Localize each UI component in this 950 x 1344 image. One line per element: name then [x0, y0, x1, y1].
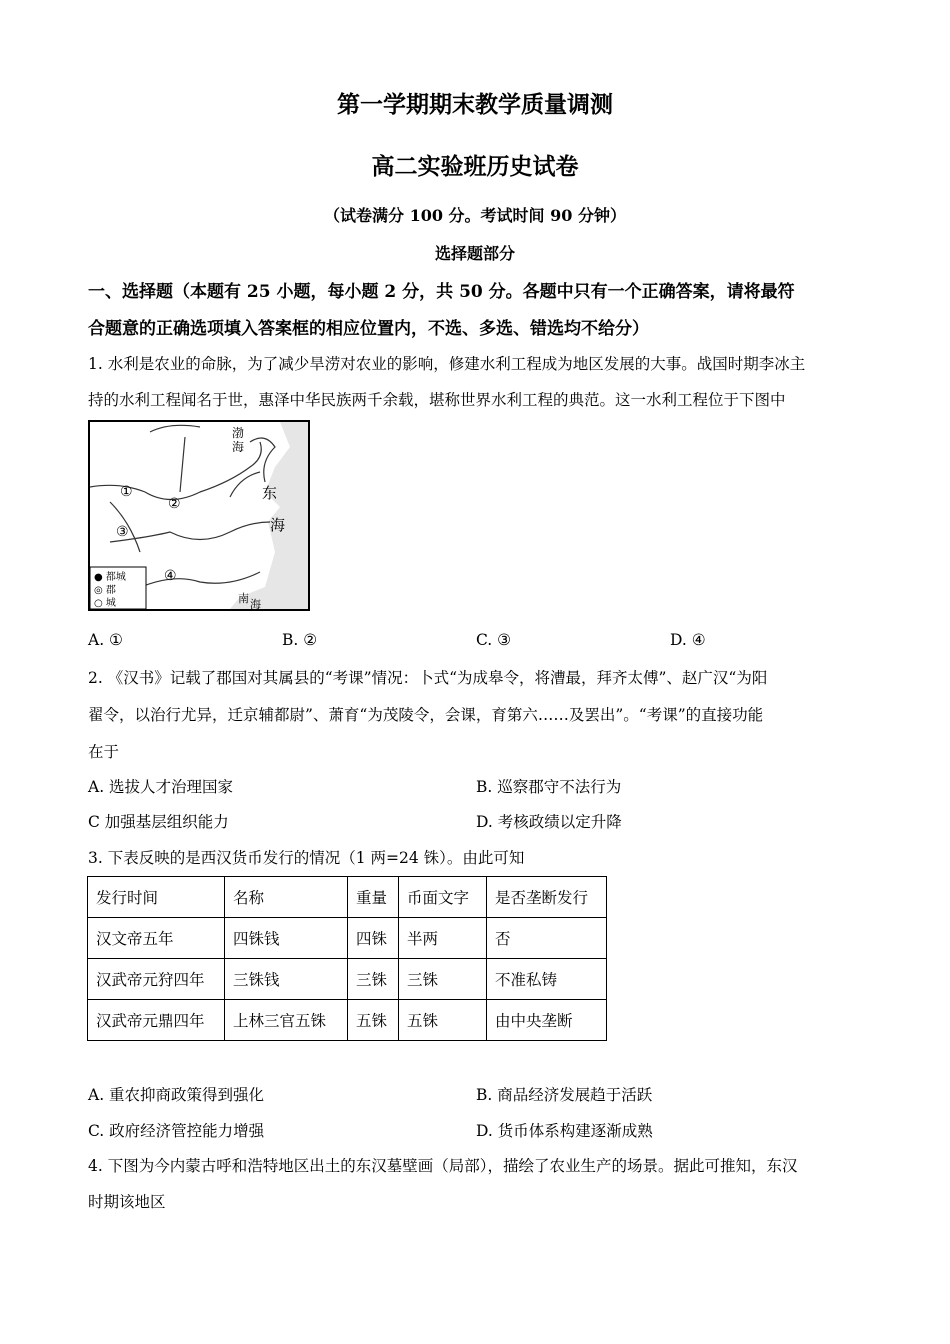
q2-option-d[interactable]: D. 考核政绩以定升降 [476, 813, 622, 831]
table-row [88, 959, 607, 1000]
q2-option-c[interactable]: C 加强基层组织能力 [88, 813, 229, 831]
table-cell: 半两 [399, 918, 487, 959]
table-cell: 上林三官五铢 [225, 1000, 348, 1041]
section-instructions-2: 合题意的正确选项填入答案框的相应位置内，不选、多选、错选均不给分） [88, 319, 649, 339]
table-cell: 汉武帝元鼎四年 [88, 1000, 225, 1041]
legend-label: 都城 [105, 572, 126, 583]
currency-table [87, 876, 607, 1041]
table-cell: 否 [487, 918, 607, 959]
table-header: 发行时间 [88, 877, 225, 918]
q3-option-d[interactable]: D. 货币体系构建逐渐成熟 [476, 1122, 653, 1140]
table-cell: 三铢钱 [225, 959, 348, 1000]
legend-label: 郡 [105, 585, 116, 596]
q3-option-b[interactable]: B. 商品经济发展趋于活跃 [476, 1086, 653, 1104]
table-cell: 四铢 [348, 918, 399, 959]
table-header-row [88, 877, 607, 918]
section-instructions-1: 一、选择题（本题有 25 小题，每小题 2 分，共 50 分。各题中只有一个正确答案，请将最符 [88, 282, 795, 302]
legend-capital: ● 都城 [94, 572, 126, 583]
q1-option-d[interactable]: D. ④ [670, 631, 706, 649]
q2-text-2: 翟令，以治行尤异，迁京辅都尉”、萧育“为茂陵令，会课，育第六……及罢出”。“考课”的直接功能 [88, 706, 764, 724]
sea-label: 海 [270, 516, 286, 534]
map-marker-4: ④ [164, 568, 177, 584]
q1-map [88, 420, 310, 611]
q2-option-a[interactable]: A. 选拔人才治理国家 [88, 778, 234, 796]
sea-label: 渤 [232, 426, 245, 440]
sea-label: 海 [250, 598, 261, 611]
q2-option-b[interactable]: B. 巡察郡守不法行为 [476, 778, 622, 796]
table-cell: 汉文帝五年 [88, 918, 225, 959]
table-header: 是否垄断发行 [487, 877, 607, 918]
table-row [88, 1000, 607, 1041]
table-header: 重量 [348, 877, 399, 918]
map-marker-1: ① [120, 484, 133, 500]
table-cell: 四铢钱 [225, 918, 348, 959]
legend-city: ○ 城 [94, 598, 116, 609]
q1-option-b[interactable]: B. ② [282, 631, 318, 649]
q3-option-c[interactable]: C. 政府经济管控能力增强 [88, 1122, 265, 1140]
exam-subtitle: 高二实验班历史试卷 [371, 153, 579, 180]
legend-prefecture: ◎ 郡 [94, 585, 116, 596]
table-row [88, 918, 607, 959]
sea-label: 东 [262, 484, 278, 502]
q1-option-c[interactable]: C. ③ [476, 631, 512, 649]
q1-text-1: 1. 水利是农业的命脉，为了减少旱涝对农业的影响，修建水利工程成为地区发展的大事。战国时期李冰主 [88, 355, 806, 373]
q1-option-a[interactable]: A. ① [88, 631, 123, 649]
exam-info: （试卷满分 100 分。考试时间 90 分钟） [324, 206, 626, 225]
q2-text-3: 在于 [88, 743, 120, 761]
table-cell: 三铢 [399, 959, 487, 1000]
table-cell: 由中央垄断 [487, 1000, 607, 1041]
q2-text-1: 2. 《汉书》记载了郡国对其属县的“考课”情况：卜式“为成皋令，将漕最，拜齐太傅”、赵广汉“为阳 [88, 669, 768, 687]
map-marker-2: ② [168, 496, 181, 512]
table-cell: 五铢 [399, 1000, 487, 1041]
legend-label: 城 [105, 598, 116, 609]
q3-text-1: 3. 下表反映的是西汉货币发行的情况（1 两=24 铢）。由此可知 [88, 849, 525, 867]
sea-label: 海 [232, 440, 245, 454]
table-cell: 五铢 [348, 1000, 399, 1041]
sea-label: 南 [238, 592, 249, 605]
q4-text-1: 4. 下图为今内蒙古呼和浩特地区出土的东汉墓壁画（局部），描绘了农业生产的场景。据此可推知，东汉 [88, 1157, 798, 1175]
q1-text-2: 持的水利工程闻名于世，惠泽中华民族两千余载，堪称世界水利工程的典范。这一水利工程位于下图中 [88, 391, 786, 409]
exam-title: 第一学期期末教学质量调测 [337, 91, 613, 118]
table-header: 币面文字 [399, 877, 487, 918]
table-cell: 三铢 [348, 959, 399, 1000]
q4-text-2: 时期该地区 [88, 1193, 166, 1211]
table-cell: 不准私铸 [487, 959, 607, 1000]
table-header: 名称 [225, 877, 348, 918]
q3-option-a[interactable]: A. 重农抑商政策得到强化 [88, 1086, 265, 1104]
part-heading: 选择题部分 [434, 244, 515, 263]
map-marker-3: ③ [116, 524, 129, 540]
table-cell: 汉武帝元狩四年 [88, 959, 225, 1000]
